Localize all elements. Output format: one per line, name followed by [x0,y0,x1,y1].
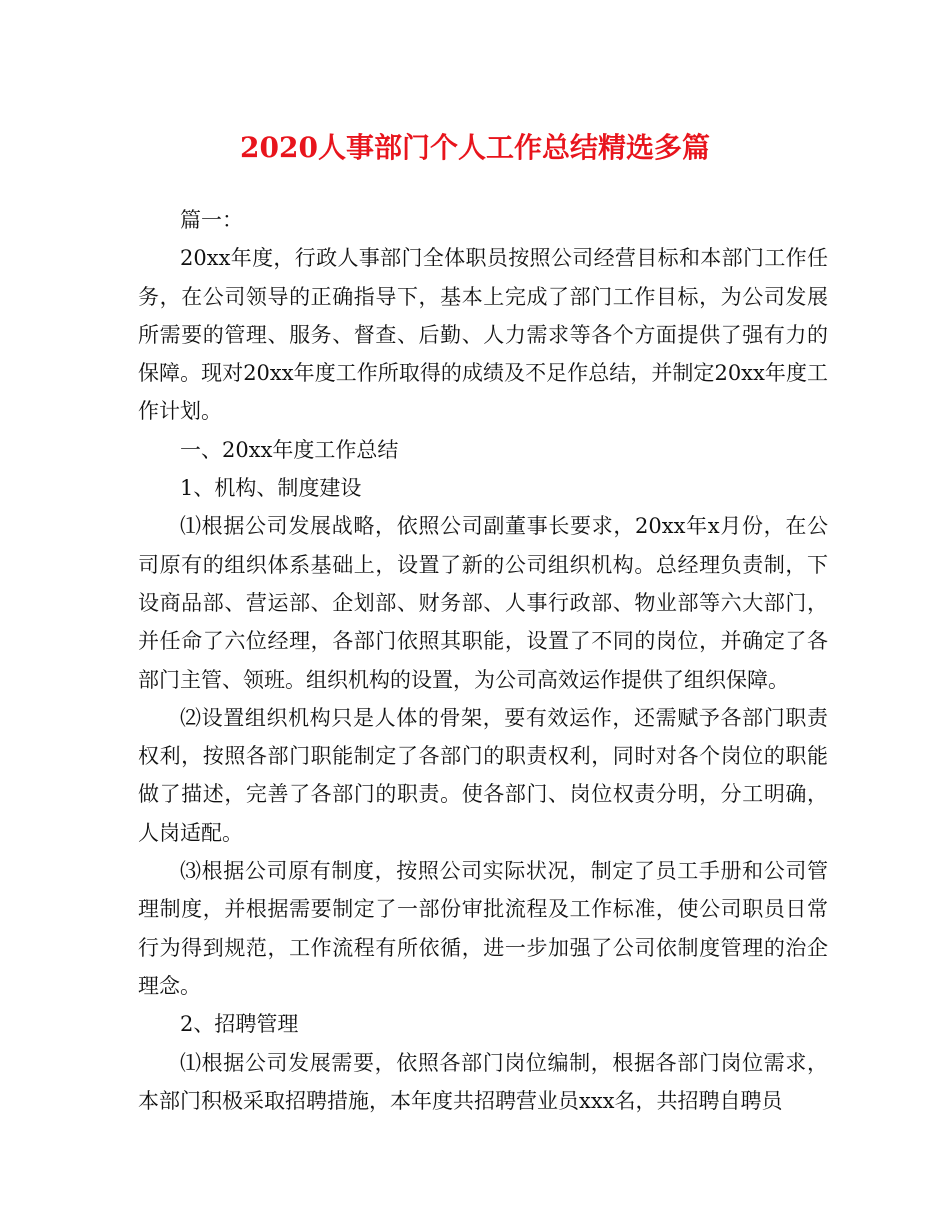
paragraph-recruitment-1: ⑴根据公司发展需要，依照各部门岗位编制，根据各部门岗位需求，本部门积极采取招聘措施，本年度共招聘营业员xxx名，共招聘自聘员 [138,1050,828,1113]
intro-paragraph: 20xx年度，行政人事部门全体职员按照公司经营目标和本部门工作任务，在公司领导的正确指导下，基本上完成了部门工作目标，为公司发展所需要的管理、服务、督查、后勤、人力需求等各个方面提供了强有力的保障。现对20xx年度工作所取得的成绩及不足作总结，并制定20xx年度工作计划。 [138,246,828,424]
document-title: 2020人事部门个人工作总结精选多篇 [240,131,710,164]
section-label-part-one: 篇一： [180,208,243,232]
subheading-organization: 1、机构、制度建设 [180,476,362,501]
paragraph-item-1: ⑴根据公司发展战略，依照公司副董事长要求，20xx年x月份，在公司原有的组织体系基础上，设置了新的公司组织机构。总经理负责制，下设商品部、营运部、企划部、财务部、人事行政部、物业部等六大部门，并任命了六位经理，各部门依照其职能，设置了不同的岗位，并确定了各部门主管、领班。组织机构的设置，为公司高效运作提供了组织保障。 [138,514,828,692]
paragraph-item-3: ⑶根据公司原有制度，按照公司实际状况，制定了员工手册和公司管理制度，并根据需要制定了一部份审批流程及工作标准，使公司职员日常行为得到规范，工作流程有所依循，进一步加强了公司依制度管理的治企理念。 [138,859,828,998]
subheading-recruitment: 2、招聘管理 [180,1012,299,1037]
document-body [138,201,828,1120]
section-heading-annual-summary: 一、20xx年度工作总结 [180,437,399,462]
paragraph-item-2: ⑵设置组织机构只是人体的骨架，要有效运作，还需赋予各部门职责权利，按照各部门职能制定了各部门的职责权利，同时对各个岗位的职能做了描述，完善了各部门的职责。使各部门、岗位权责分明，分工明确，人岗适配。 [138,705,828,845]
